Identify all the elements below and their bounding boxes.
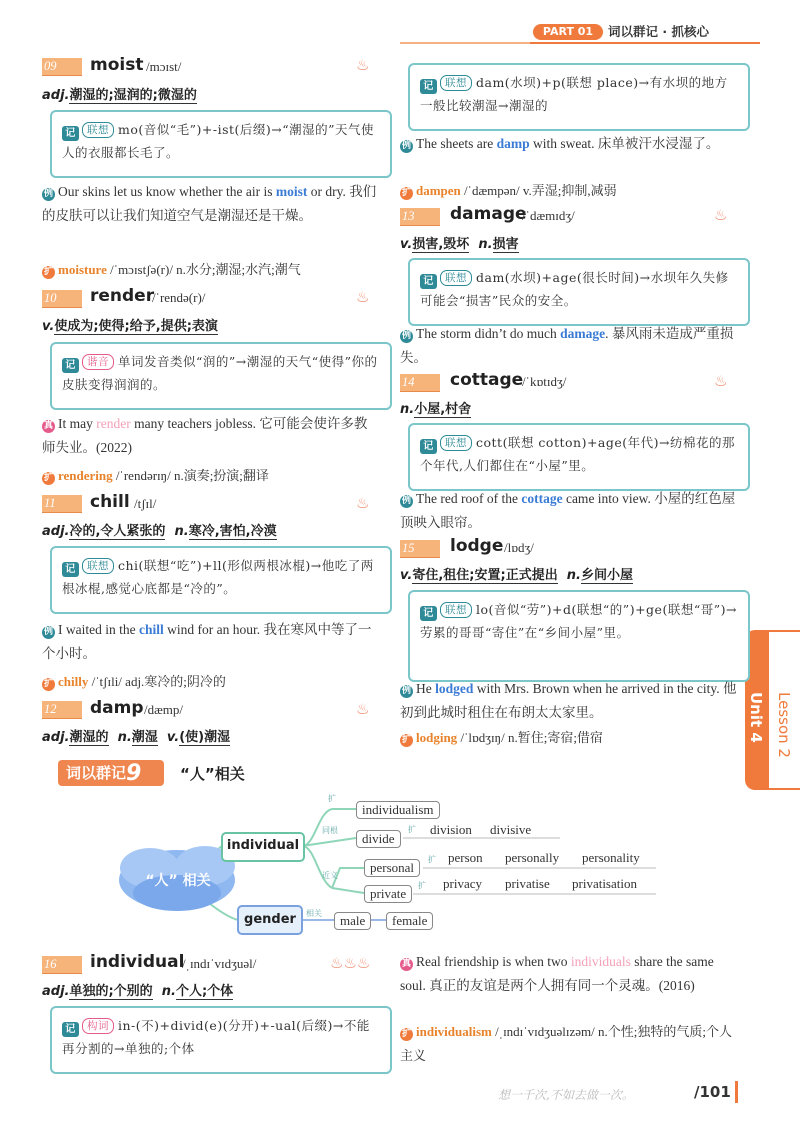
section-badge: 词以群记9 — [58, 760, 164, 786]
derived-word: privacy — [443, 876, 482, 891]
section-title: “人”相关 — [180, 765, 245, 783]
page-bar — [735, 1081, 738, 1103]
extension-icon: 扩 — [43, 267, 53, 277]
memory-icon: 记 — [62, 562, 79, 577]
derived-word: privatisation — [572, 876, 637, 891]
derived-word: personality — [582, 850, 640, 865]
memory-box: 记 构词 in-(不)+divid(e)(分开)+-ual(后缀)→不能再分割的→单独的;个体 — [50, 1006, 392, 1074]
definition-line: v.寄住,租住;安置;正式提出 n.乡间小屋 — [400, 568, 633, 583]
headword: damp — [90, 698, 144, 718]
extension-line: 扩 rendering /ˈrendərɪŋ/ n.演奏;扮演;翻译 — [43, 468, 269, 483]
mindmap-node: divide — [356, 830, 401, 848]
extension-icon: 扩 — [401, 188, 411, 198]
example-icon: 例 — [401, 331, 411, 341]
extension-line: 扩 lodging /ˈlɒdʒɪŋ/ n.暂住;寄宿;借宿 — [401, 730, 603, 745]
relation-label: 相关 — [306, 909, 322, 918]
frequency-flame-icon: ♨ — [714, 206, 728, 224]
headword: moist — [90, 55, 144, 75]
frequency-flame-icon: ♨ — [356, 700, 370, 718]
frequency-flame-icon: ♨ — [356, 56, 370, 74]
memory-icon: 记 — [420, 439, 437, 454]
derived-word: division — [430, 822, 472, 837]
memory-box: 记 联想 dam(水坝)+p(联想 place)→有水坝的地方一般比较潮湿→潮湿的 — [408, 63, 750, 131]
word-number: 16 — [42, 956, 82, 974]
extension-icon: 扩 — [43, 473, 53, 483]
memory-icon: 记 — [62, 1022, 79, 1037]
memory-icon: 记 — [420, 274, 437, 289]
memory-icon: 记 — [62, 358, 79, 373]
word-number: 12 — [42, 701, 82, 719]
memory-icon: 记 — [62, 126, 79, 141]
extension-line: 扩 dampen /ˈdæmpən/ v.弄湿;抑制,减弱 — [401, 183, 617, 198]
phonetic: /mɔɪst/ — [146, 59, 182, 74]
definition-line: adj.潮湿的;湿润的;微湿的 — [42, 88, 197, 103]
relation-label: 扩 — [408, 825, 416, 834]
example-sentence: 例 The storm didn’t do much damage. 暴风雨未造成严重损失。 — [400, 326, 734, 365]
phonetic: /lɒdʒ/ — [504, 540, 534, 555]
extension-line: 扩 moisture /ˈmɔɪstʃə(r)/ n.水分;潮湿;水汽;潮气 — [43, 262, 301, 277]
example-icon: 例 — [401, 686, 411, 696]
definition-line: adj.冷的,令人紧张的 n.寒冷,害怕,冷漠 — [42, 524, 277, 539]
extension-icon: 扩 — [43, 679, 53, 689]
phonetic: /tʃɪl/ — [134, 496, 157, 511]
definition-line: v.使成为;使得;给予,提供;表演 — [42, 319, 218, 334]
mindmap-node-gender: gender — [244, 912, 296, 927]
memory-box: 记 联想 lo(音似“劳”)+d(联想“的”)+ge(联想“哥”)→劳累的哥哥“寄住”在“乡间小屋”里。 — [408, 590, 750, 682]
extension-line: 扩 chilly /ˈtʃɪli/ adj.寒冷的;阴冷的 — [43, 674, 226, 689]
definition-line: v.损害,毁坏 n.损害 — [400, 237, 519, 252]
relation-label: 扩 — [328, 794, 336, 803]
headword: render — [90, 286, 155, 306]
mindmap-center: “人” 相关 — [145, 873, 211, 889]
header-title: 词以群记 · 抓核心 — [608, 24, 709, 39]
relation-label: 近义 — [322, 871, 338, 880]
example-sentence: 真 Real friendship is when two individuals share the same soul. 真正的友谊是两个人拥有同一个灵魂。(2016) — [400, 954, 714, 993]
headword: cottage — [450, 370, 524, 390]
headword: damage — [450, 204, 527, 224]
frequency-flame-icon: ♨♨♨ — [330, 954, 371, 972]
relation-label: 扩 — [418, 881, 426, 890]
phonetic: /ˌɪndɪˈvɪdʒuəl/ — [182, 956, 257, 971]
relation-label: 同根 — [322, 826, 338, 835]
frequency-flame-icon: ♨ — [356, 288, 370, 306]
phonetic: /ˈkɒtɪdʒ/ — [522, 374, 567, 389]
memory-box: 记 联想 mo(音似“毛”)+-ist(后缀)→“潮湿的”天气使人的衣服都长毛了。 — [50, 110, 392, 178]
headword: individual — [90, 952, 185, 972]
memory-box: 记 谐音 单词发音类似“润的”→潮湿的天气“使得”你的皮肤变得润润的。 — [50, 342, 392, 410]
derived-word: personally — [505, 850, 560, 865]
extension-line: 扩 individualism /ˌɪndɪˈvɪdʒuəlɪzəm/ n.个性;独特的气质;个人主义 — [400, 1024, 732, 1063]
part-badge: PART 01 — [533, 24, 603, 40]
word-number: 10 — [42, 290, 82, 308]
extension-icon: 扩 — [401, 1029, 411, 1039]
memory-icon: 记 — [420, 606, 437, 621]
page-number: /101 — [694, 1083, 731, 1101]
definition-line: adj.单独的;个别的 n.个人;个体 — [42, 984, 234, 999]
example-sentence: 例 I waited in the chill wind for an hour. 我在寒风中等了一个小时。 — [42, 622, 372, 661]
mindmap-node: female — [386, 912, 433, 930]
definition-line: adj.潮湿的 n.潮湿 v.(使)潮湿 — [42, 730, 231, 745]
word-number: 13 — [400, 208, 440, 226]
word-number: 09 — [42, 58, 82, 76]
word-number: 15 — [400, 540, 440, 558]
exam-example-icon: 真 — [43, 421, 53, 431]
derived-word: person — [448, 850, 483, 865]
memory-box: 记 联想 dam(水坝)+age(很长时间)→水坝年久失修可能会“损害”民众的安全。 — [408, 258, 750, 326]
example-sentence: 例 He lodged with Mrs. Brown when he arrived in the city. 他初到此城时租住在布朗太太家里。 — [400, 681, 737, 720]
example-icon: 例 — [43, 189, 53, 199]
exam-example-icon: 真 — [401, 959, 411, 969]
derived-word: privatise — [505, 876, 550, 891]
example-sentence: 例 Our skins let us know whether the air is moist or dry. 我们的皮肤可以让我们知道空气是潮湿还是干燥。 — [42, 184, 377, 223]
frequency-flame-icon: ♨ — [356, 494, 370, 512]
phonetic: /ˈdæmɪdʒ/ — [522, 208, 575, 223]
mindmap-node: individualism — [356, 801, 440, 819]
example-icon: 例 — [401, 496, 411, 506]
phonetic: /dæmp/ — [144, 702, 184, 717]
example-icon: 例 — [43, 627, 53, 637]
footer-motto: 想一千次,不如去做一次。 — [498, 1088, 634, 1102]
mindmap-node-individual: individual — [226, 838, 300, 853]
word-number: 11 — [42, 495, 82, 513]
mindmap-node: personal — [364, 859, 420, 877]
mindmap-node: private — [364, 885, 412, 903]
example-sentence: 例 The sheets are damp with sweat. 床单被汗水浸湿了。 — [401, 136, 720, 151]
phonetic: /ˈrendə(r)/ — [152, 290, 206, 305]
memory-box: 记 联想 chi(联想“吃”)+ll(形似两根冰棍)→他吃了两根冰棍,感觉心底都是“冷的”。 — [50, 546, 392, 614]
definition-line: n.小屋,村舍 — [400, 402, 472, 417]
mindmap-node: male — [334, 912, 371, 930]
extension-icon: 扩 — [401, 735, 411, 745]
unit-label: Unit 4 — [747, 691, 765, 743]
example-sentence: 例 The red roof of the cottage came into view. 小屋的红色屋顶映入眼帘。 — [400, 491, 736, 530]
memory-icon: 记 — [420, 79, 437, 94]
derived-word: divisive — [490, 822, 532, 837]
example-icon: 例 — [401, 141, 411, 151]
memory-box: 记 联想 cott(联想 cotton)+age(年代)→纺棉花的那个年代,人们都住在“小屋”里。 — [408, 423, 750, 491]
headword: chill — [90, 492, 130, 512]
relation-label: 扩 — [428, 855, 436, 864]
example-sentence: 真 It may render many teachers jobless. 它可能会使许多教师失业。(2022) — [42, 416, 368, 455]
lesson-label: Lesson 2 — [775, 692, 793, 758]
frequency-flame-icon: ♨ — [714, 372, 728, 390]
word-number: 14 — [400, 374, 440, 392]
headword: lodge — [450, 536, 504, 556]
